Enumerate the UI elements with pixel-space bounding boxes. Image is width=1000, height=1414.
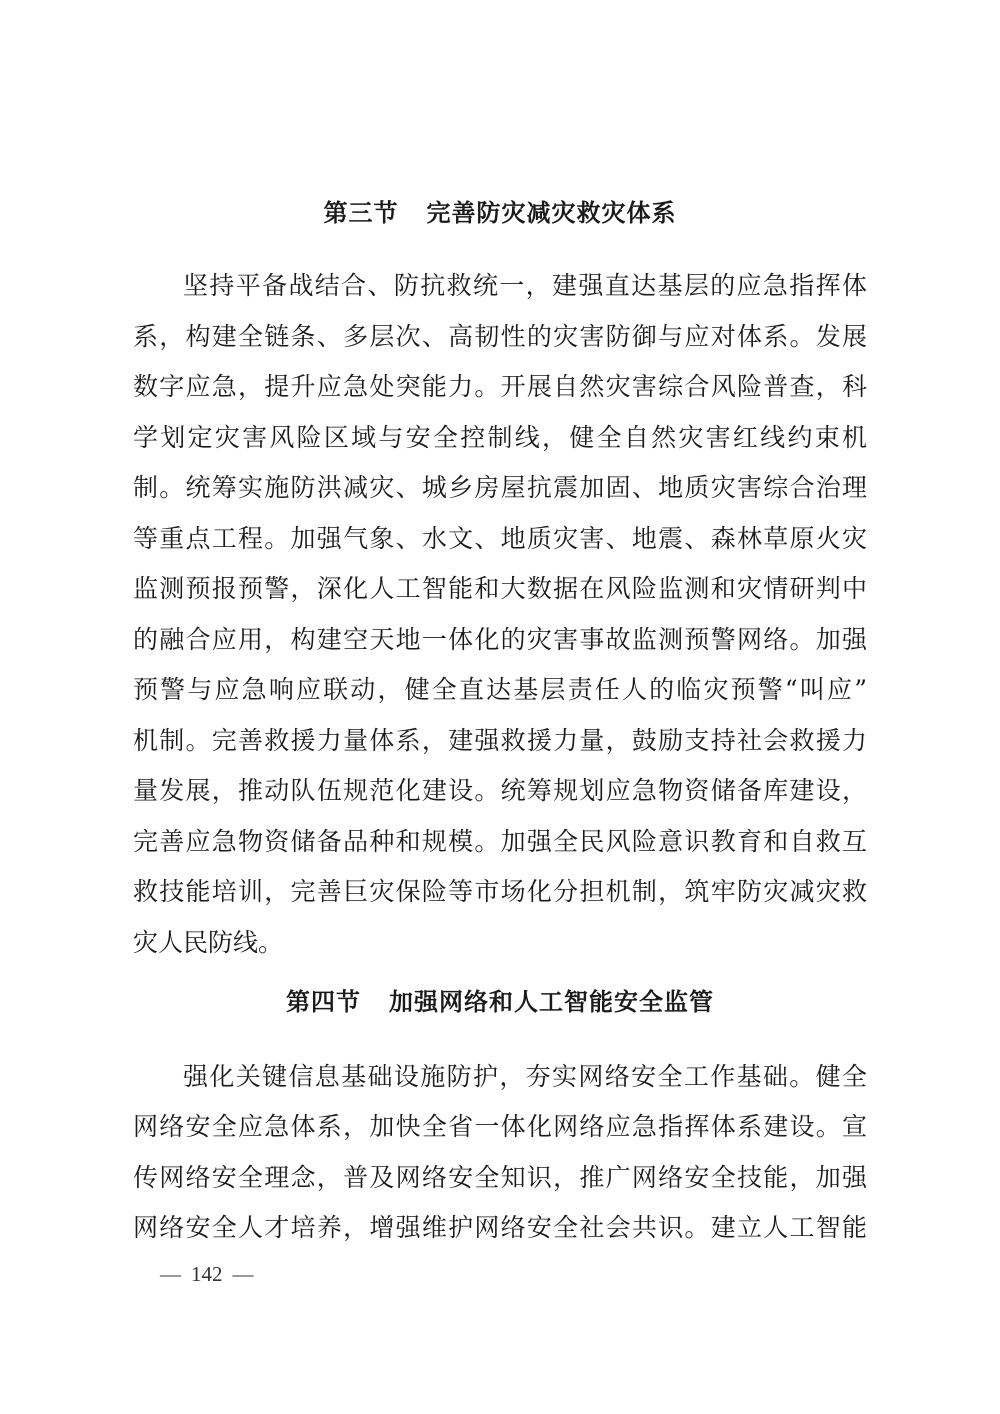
paragraph-line: 等重点工程。加强气象、水文、地质灾害、地震、森林草原火灾	[133, 524, 867, 553]
section-3-heading	[0, 198, 1000, 228]
paragraph-line: 预警与应急响应联动，健全直达基层责任人的临灾预警“叫应”	[133, 675, 867, 704]
paragraph-line: 机制。完善救援力量体系，建强救援力量，鼓励支持社会救援力	[133, 726, 867, 755]
section-4-title: 加强网络和人工智能安全监管	[389, 988, 714, 1016]
paragraph-line: 救技能培训，完善巨灾保险等市场化分担机制，筑牢防灾减灾救	[133, 877, 867, 906]
section-4-number: 第四节	[286, 988, 361, 1016]
section-3-number: 第三节	[323, 199, 399, 227]
paragraph-line: 网络安全人才培养，增强维护网络安全社会共识。建立人工智能	[133, 1213, 867, 1242]
section-3-title: 完善防灾减灾救灾体系	[426, 199, 677, 227]
paragraph-line: 学划定灾害风险区域与安全控制线，健全自然灾害红线约束机	[133, 423, 867, 452]
footer-dash-right: —	[232, 1262, 254, 1286]
paragraph-line: 的融合应用，构建空天地一体化的灾害事故监测预警网络。加强	[133, 625, 867, 654]
paragraph-line: 监测预报预警，深化人工智能和大数据在风险监测和灾情研判中	[133, 574, 867, 603]
paragraph-line: 强化关键信息基础设施防护，夯实网络安全工作基础。健全	[183, 1062, 867, 1091]
page-footer	[150, 1262, 264, 1286]
paragraph-line: 数字应急，提升应急处突能力。开展自然灾害综合风险普查，科	[133, 372, 867, 401]
paragraph-line: 制。统筹实施防洪减灾、城乡房屋抗震加固、地质灾害综合治理	[133, 473, 867, 502]
paragraph-line: 灾人民防线。	[133, 928, 284, 957]
paragraph-line: 量发展，推动队伍规范化建设。统筹规划应急物资储备库建设，	[133, 776, 867, 805]
paragraph-line: 完善应急物资储备品种和规模。加强全民风险意识教育和自救互	[133, 827, 867, 856]
paragraph-line: 坚持平备战结合、防抗救统一，建强直达基层的应急指挥体	[183, 271, 867, 300]
page-number: 142	[191, 1262, 223, 1286]
paragraph-line: 传网络安全理念，普及网络安全知识，推广网络安全技能，加强	[133, 1163, 867, 1192]
paragraph-line: 系，构建全链条、多层次、高韧性的灾害防御与应对体系。发展	[133, 322, 867, 351]
section-4-heading	[0, 987, 1000, 1017]
paragraph-line: 网络安全应急体系，加快全省一体化网络应急指挥体系建设。宣	[133, 1112, 867, 1141]
footer-dash-left: —	[160, 1262, 181, 1286]
